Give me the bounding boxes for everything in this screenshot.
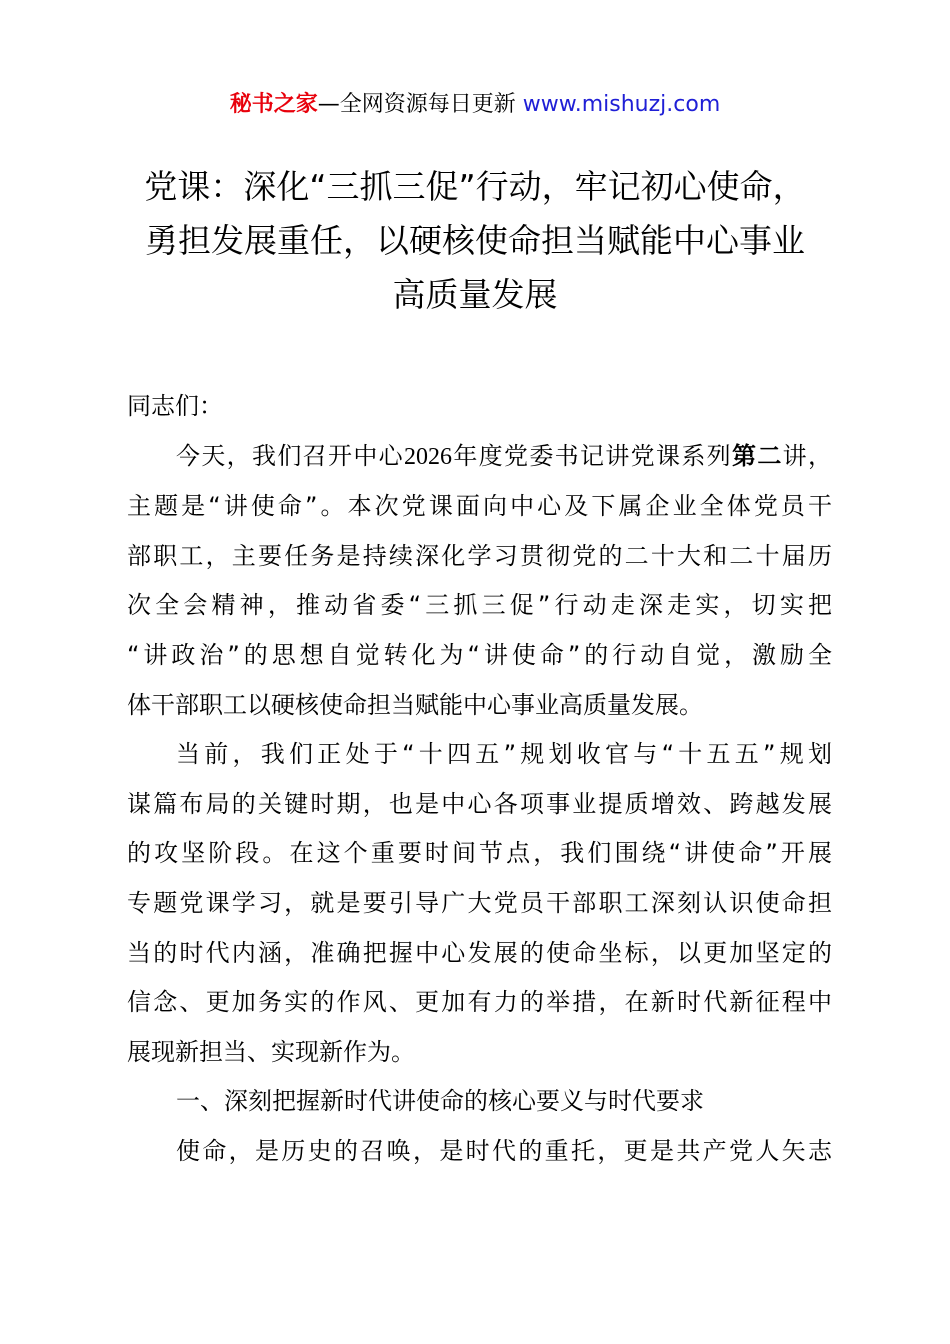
section-heading-1 [127,1077,832,1127]
salutation: 同志们： [127,392,223,420]
paragraph-line: 体干部职工以硬核使命担当赋能中心事业高质量发展。 [127,690,703,719]
title-line-3: 高质量发展 [392,275,558,314]
paragraph-line: “讲政治”的思想自觉转化为“讲使命”的行动自觉，激励全 [127,640,832,669]
intro-text-a: 今天，我们召开中心 [176,441,404,470]
paragraph-line: 专题党课学习，就是要引导广大党员干部职工深刻认识使命担 [127,888,832,917]
title-line-2: 勇担发展重任，以硬核使命担当赋能中心事业 [145,221,805,260]
lecture-number: 第二 [732,441,783,470]
paragraph-line: 当前，我们正处于“十四五”规划收官与“十五五”规划 [176,740,832,769]
paragraph-context [127,730,832,1077]
intro-text-b: 年度党委书记讲党课系列 [452,441,732,470]
paragraph-line: 谋篇布局的关键时期，也是中心各项事业提质增效、跨越发展 [127,789,832,818]
site-tagline: 全网资源每日更新 [339,92,516,117]
title-line-1: 党课：深化“三抓三促”行动，牢记初心使命， [144,167,806,206]
paragraph-line: 的攻坚阶段。在这个重要时间节点，我们围绕“讲使命”开展 [127,839,832,868]
paragraph-line [127,432,832,483]
site-url[interactable]: www.mishuzj.com [522,92,721,117]
year-number: 2026 [404,443,452,470]
paragraph-intro [127,432,832,731]
paragraph-line: 信念、更加务实的作风、更加有力的举措，在新时代新征程中 [127,988,832,1017]
paragraph-line: 展现新担当、实现新作为。 [127,1037,415,1066]
paragraph-line: 部职工，主要任务是持续深化学习贯彻党的二十大和二十届历 [127,541,832,570]
document-body [127,382,832,1177]
paragraph-line: 主题是“讲使命”。本次党课面向中心及下属企业全体党员干 [127,492,832,521]
paragraph-mission [127,1127,832,1177]
paragraph-line: 使命，是历史的召唤，是时代的重托，更是共产党人矢志 [176,1136,832,1165]
section-heading-text: 一、深刻把握新时代讲使命的核心要义与时代要求 [176,1087,704,1116]
site-brand: 秘书之家 [229,92,318,117]
site-header [0,90,950,120]
paragraph-line: 次全会精神，推动省委“三抓三促”行动走深走实，切实把 [127,591,832,620]
header-dash: — [317,92,340,117]
document-title [110,160,840,322]
intro-text-c: 讲， [782,441,833,470]
paragraph-line: 当的时代内涵，准确把握中心发展的使命坐标，以更加坚定的 [127,938,832,967]
